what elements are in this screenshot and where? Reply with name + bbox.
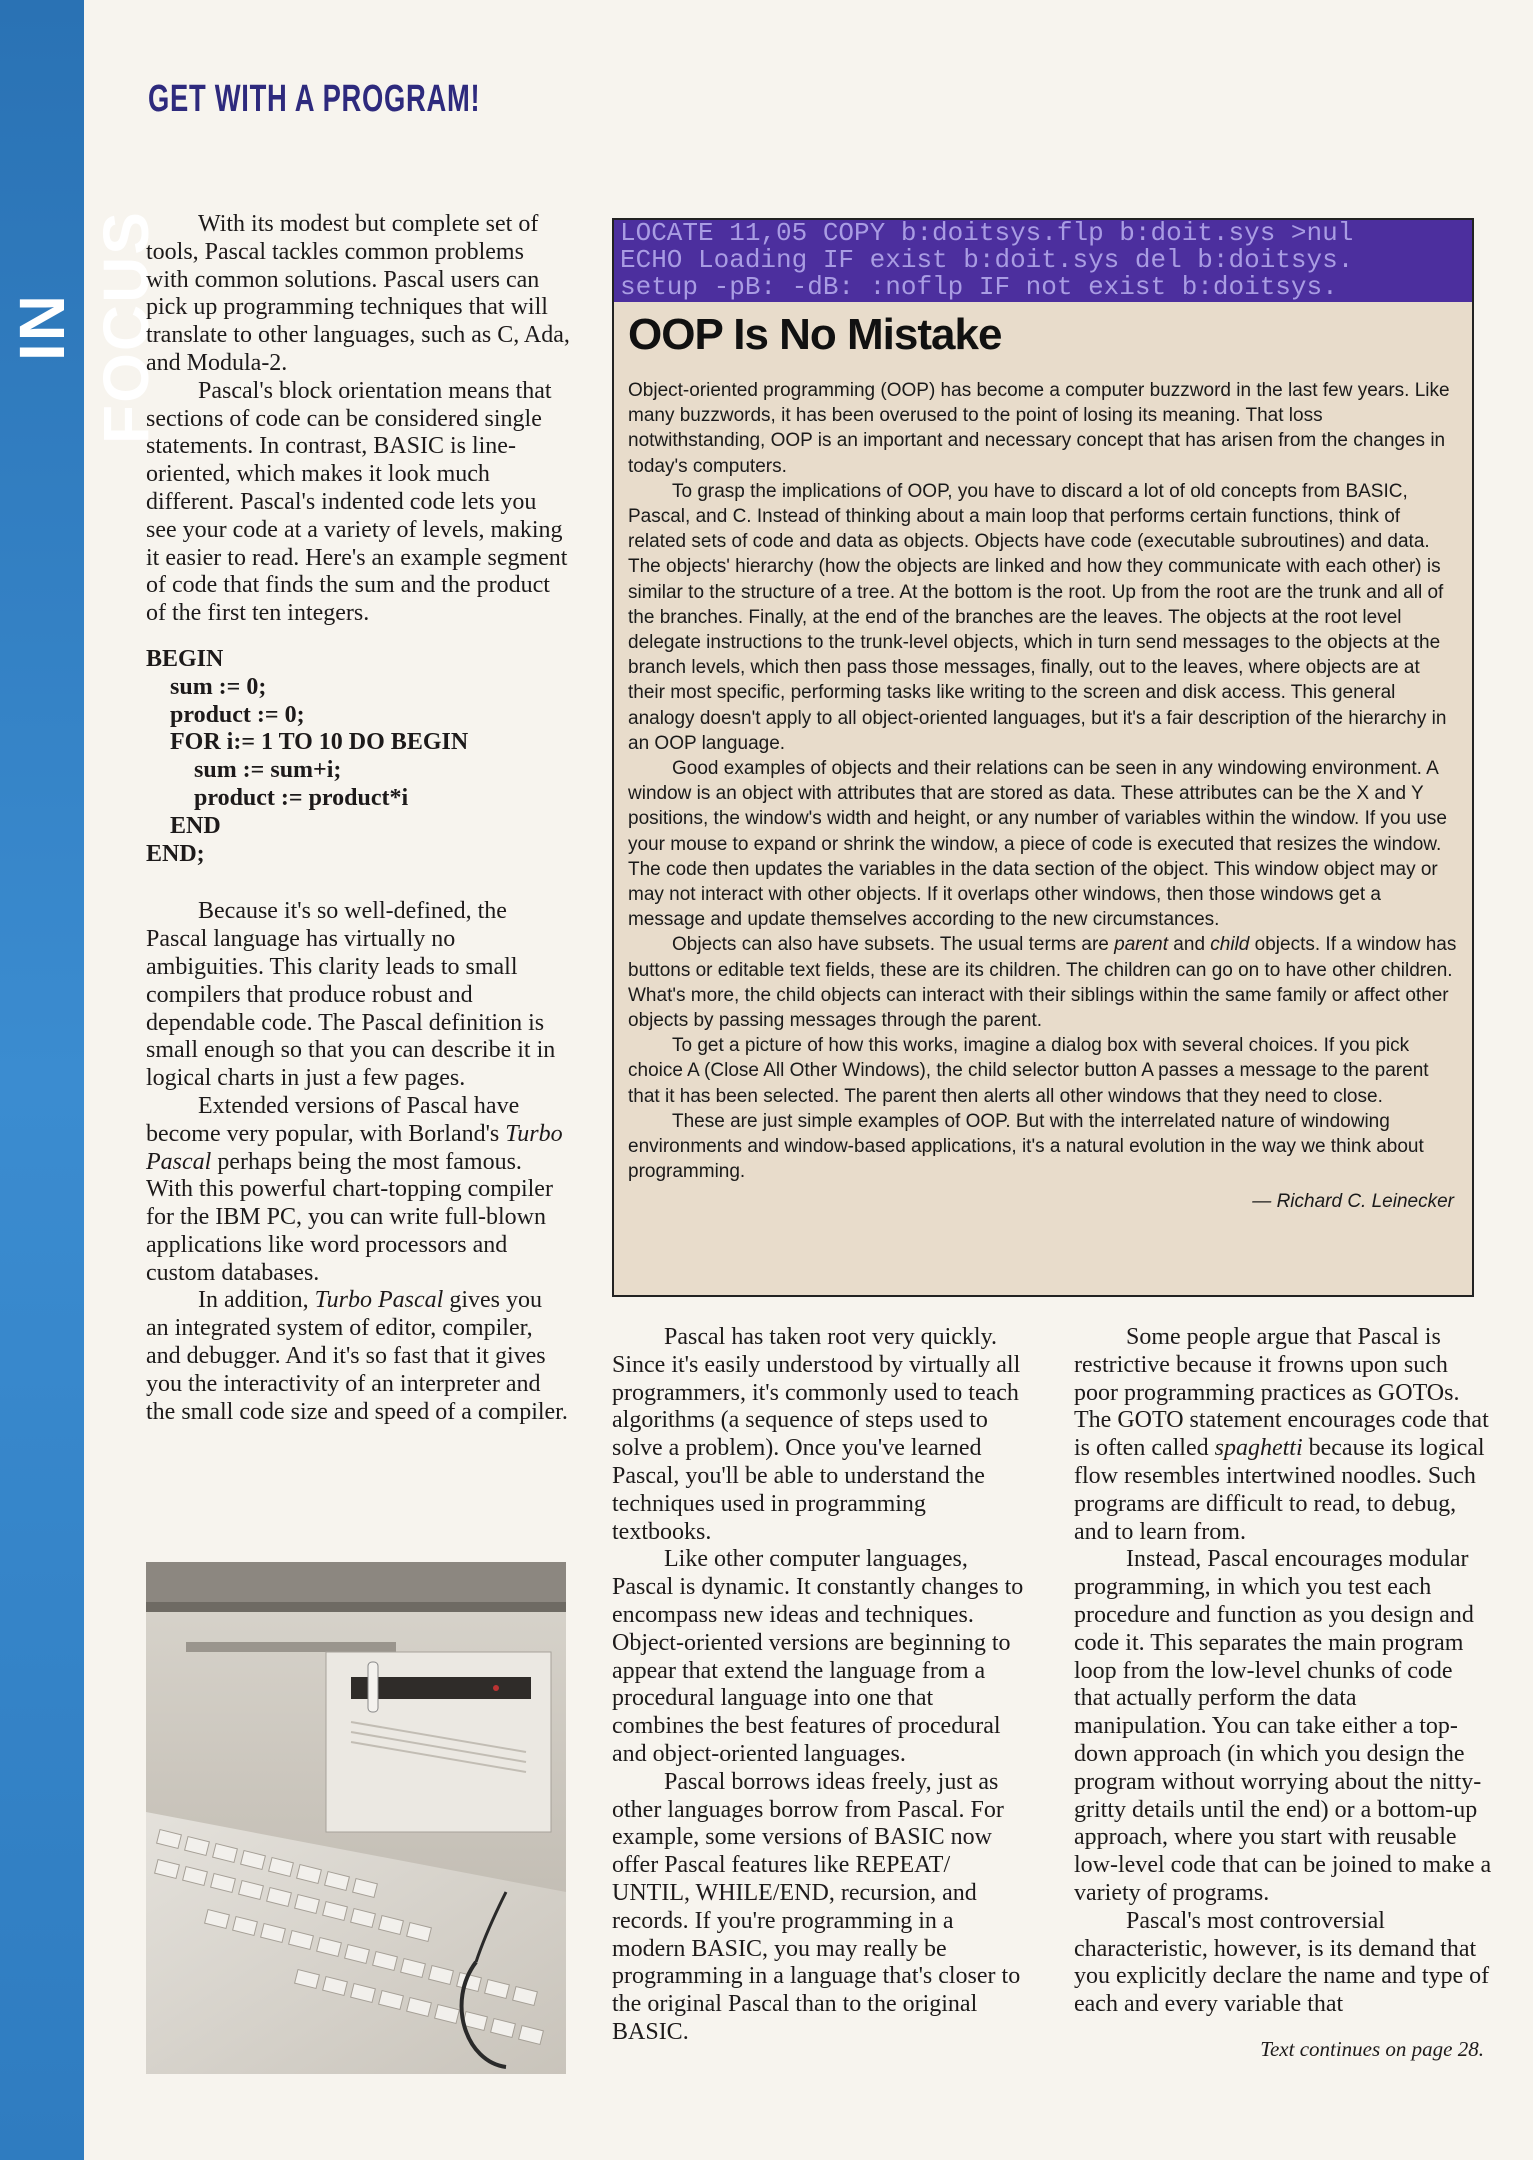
left-para-4: Extended versions of Pascal have become very popular, with Borland's Turbo Pascal perhaps being the most famous. With this powerful chart-topping compiler for the IBM PC, you can write full-blown applications like word processors and custom databases. — [146, 1092, 563, 1286]
sidebar-title: OOP Is No Mistake — [628, 310, 1002, 359]
sidebar-para-5: To get a picture of how this works, imagine a dialog box with several choices. If you pick choice A (Close All Other Windows), the child selector button A passes a message to the parent that it has been selected. The parent then alerts all other windows that they need to close. — [628, 1035, 1429, 1107]
code-line: END; — [146, 840, 205, 867]
right-para-2: Instead, Pascal encourages modular programming, in which you test each procedure and function as you design and code it. This separates the main program loop from the low-level chunks of code that actually perform the data manipulation. You can take either a top-down approach (in which you design the program without worrying about the nitty-gritty details until the end) or a bottom-up approach, where you start with reusable low-level code that can be joined to make a variety of programs. — [1074, 1546, 1492, 1906]
dos-line: LOCATE 11,05 COPY b:doitsys.flp b:doit.sys >nul — [620, 220, 1354, 248]
sidebar-para-6: These are just simple examples of OOP. But with the interrelated nature of windowing environments and window-based applications, it's a natural evolution in the way we think about programming. — [628, 1110, 1424, 1183]
oop-sidebar — [612, 218, 1474, 1297]
dos-code-banner — [614, 220, 1472, 302]
sidebar-para-2: To grasp the implications of OOP, you have to discard a lot of old concepts from BASIC, Pascal, and C. Instead of thinking about a main loop that performs certain functions, think of related sets of code and data as objects. Objects have code (executable subroutines) and data. The objects' hierarchy (how the objects are linked and how they communicate with each other) is similar to the structure of a tree. At the bottom is the root. Up from the root are the trunk and all of the branches. Finally, at the end of the branches are the leaves. The objects at the root level delegate instructions to the trunk-level objects, which in turn send messages to the objects at the branch levels, which then pass those messages, finally, out to the leaves, where objects are at their most specific, performing tasks like writing to the screen and disk access. This general analogy doesn't apply to all object-oriented languages, but it's a fair description of the hierarchy in an OOP language. — [628, 480, 1447, 754]
code-block — [146, 646, 570, 868]
left-para-1: With its modest but complete set of tools, Pascal tackles common problems with common solutions. Pascal users can pick up programming techniques that will translate to other languages, such as C, Ada, and Modula-2. — [146, 211, 570, 376]
in-focus-band — [0, 0, 162, 2160]
sidebar-body — [628, 378, 1460, 1214]
sidebar-byline: — Richard C. Leinecker — [1252, 1190, 1454, 1212]
code-line: product := 0; — [146, 701, 305, 728]
page-title: GET WITH A PROGRAM! — [148, 78, 481, 120]
code-line: product := product*i — [146, 784, 409, 811]
left-column — [146, 211, 570, 1426]
continued-note: Text continues on page 28. — [1260, 2037, 1484, 2061]
middle-para-2: Like other computer languages, Pascal is dynamic. It constantly changes to encompass new ideas and techniques. Object-oriented versions are beginning to appear that extend the language from a procedural language into one that combines the best features of procedural and object-oriented languages. — [612, 1546, 1024, 1767]
right-para-1: Some people argue that Pascal is restrictive because it frowns upon such poor programming practices as GOTOs. The GOTO statement encourages code that is often called spaghetti because its logical flow resembles intertwined noodles. Such programs are difficult to read, to debug, and to learn from. — [1074, 1324, 1489, 1545]
sidebar-para-1: Object-oriented programming (OOP) has become a computer buzzword in the last few years. Like many buzzwords, it has been overused to the point of losing its meaning. That loss notwithstanding, OOP is an important and necessary concept that has arisen from the changes in today's computers. — [628, 380, 1450, 477]
left-para-2: Pascal's block orientation means that sections of code can be considered single statements. In contrast, BASIC is line-oriented, which makes it look much different. Pascal's indented code lets you see your code at a variety of levels, making it easier to read. Here's an example segment of code that finds the sum and the product of the first ten integers. — [146, 377, 568, 627]
code-line: sum := sum+i; — [146, 757, 342, 784]
sidebar-para-4: Objects can also have subsets. The usual terms are parent and child objects. If a window has buttons or editable text fields, these are its children. The children can go on to have other children. What's more, the child objects can interact with their siblings within the same family or affect other objects by passing messages through the parent. — [628, 934, 1457, 1032]
code-line: FOR i:= 1 TO 10 DO BEGIN — [146, 729, 469, 756]
middle-column — [612, 1324, 1028, 2047]
code-line: sum := 0; — [146, 673, 267, 700]
middle-para-3: Pascal borrows ideas freely, just as other languages borrow from Pascal. For example, some versions of BASIC now offer Pascal features like REPEAT/ UNTIL, WHILE/END, recursion, and records. If you're programming in a modern BASIC, you may really be programming in a language that's closer to the original Pascal than to the original BASIC. — [612, 1768, 1021, 2045]
dos-line: ECHO Loading IF exist b:doit.sys del b:doitsys. — [620, 245, 1354, 275]
sidebar-para-3: Good examples of objects and their relations can be seen in any windowing environment. A window is an object with attributes that are stored as data. These attributes can be the X and Y positions, the window's width and height, or any number of variables within the window. If you use your mouse to expand or shrink the window, a piece of code is executed that resizes the window. The code then updates the variables in the data section of the object. This window object may or may not interact with other objects. If it overlaps other windows, then those windows get a message and update themselves according to the new circumstances. — [628, 758, 1447, 931]
computer-photo — [146, 1562, 566, 2074]
computer-illustration — [146, 1562, 566, 2074]
middle-para-1: Pascal has taken root very quickly. Since it's easily understood by virtually all programmers, it's commonly used to teach algorithms (a sequence of steps used to solve a problem). Once you've learned Pascal, you'll be able to understand the techniques used in programming textbooks. — [612, 1324, 1021, 1545]
left-para-5: In addition, Turbo Pascal gives you an integrated system of editor, compiler, and debugger. And it's so fast that it gives you the interactivity of an interpreter and the small code size and speed of a compiler. — [146, 1287, 568, 1425]
right-column — [1074, 1324, 1492, 2019]
left-para-3: Because it's so well-defined, the Pascal language has virtually no ambiguities. This clarity leads to small compilers that produce robust and dependable code. The Pascal definition is small enough so that you can describe it in logical charts in just a few pages. — [146, 898, 556, 1092]
code-line: BEGIN — [146, 645, 224, 672]
in-focus-label: IN FOCUS — [6, 210, 162, 444]
dos-line: setup -pB: -dB: :noflp IF not exist b:doitsys. — [620, 272, 1338, 302]
right-para-3: Pascal's most controversial characteristic, however, is its demand that you explicitly declare the name and type of each and every variable that — [1074, 1907, 1490, 2018]
code-line: END — [146, 812, 221, 839]
